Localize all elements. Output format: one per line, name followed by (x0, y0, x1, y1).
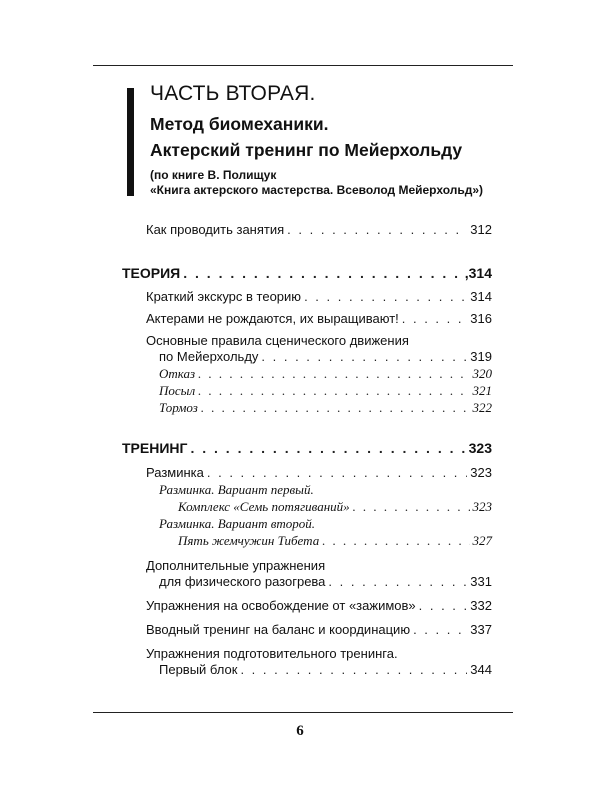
method-title-line1: Метод биомеханики. (150, 114, 329, 134)
dot-leader (322, 533, 469, 549)
toc-section-label: ТРЕНИНГ (122, 440, 188, 456)
toc-entry-extra-line1: Дополнительные упражнения (146, 558, 326, 573)
toc-entry-warmup-v1[interactable] (178, 499, 492, 515)
dot-leader (190, 440, 465, 456)
toc-page-number: ,314 (464, 265, 492, 281)
dot-leader (240, 662, 467, 677)
toc-entry-label: Как проводить занятия (146, 222, 285, 237)
toc-entry-intro[interactable] (146, 222, 492, 237)
toc-page-number: 322 (472, 400, 492, 415)
toc-subentry-otkaz[interactable] (159, 366, 492, 382)
source-line2: «Книга актерского мастерства. Всеволод Мейерхольд») (150, 183, 484, 197)
method-title-line2: Актерский тренинг по Мейерхольду (150, 140, 463, 160)
toc-page-number: 316 (470, 311, 492, 326)
toc-entry-actors-grown[interactable] (146, 311, 492, 326)
toc-page-number: 323 (472, 499, 492, 514)
toc-entry-label: Разминка (146, 465, 204, 480)
toc-entry-label: Отказ (159, 366, 196, 381)
toc-entry-warmup-v1-line1: Разминка. Вариант первый. (159, 482, 314, 497)
toc-entry-label: Посыл (159, 383, 196, 398)
toc-subentry-tormoz[interactable] (159, 400, 492, 416)
toc-entry-warmup[interactable] (146, 465, 492, 480)
toc-entry-label: Вводный тренинг на баланс и координацию (146, 622, 411, 637)
dot-leader (198, 383, 469, 399)
toc-entry-label: Краткий экскурс в теорию (146, 289, 302, 304)
toc-page-number: 323 (468, 440, 492, 456)
toc-entry-label: для физического разогрева (159, 574, 326, 589)
toc-subentry-posyl[interactable] (159, 383, 492, 399)
toc-entry-theory-excursus[interactable] (146, 289, 492, 304)
toc-page-number: 344 (470, 662, 492, 677)
toc-entry-extra[interactable] (159, 574, 492, 589)
toc-entry-rules-line1: Основные правила сценического движения (146, 333, 409, 348)
dot-leader (328, 574, 467, 589)
dot-leader (183, 265, 462, 281)
dot-leader (419, 598, 468, 613)
toc-entry-label: Комплекс «Семь потягиваний» (178, 499, 350, 514)
toc-page-number: 323 (470, 465, 492, 480)
toc-entry-label: Тормоз (159, 400, 198, 415)
toc-section-theory[interactable] (122, 265, 492, 281)
toc-page-number: 332 (470, 598, 492, 613)
top-rule (93, 65, 513, 66)
dot-leader (198, 366, 469, 382)
dot-leader (304, 289, 467, 304)
toc-page-number: 337 (470, 622, 492, 637)
toc-entry-label: Первый блок (159, 662, 238, 677)
toc-page-number: 331 (470, 574, 492, 589)
dot-leader (353, 499, 470, 515)
dot-leader (402, 311, 468, 326)
part-marker-bar (127, 88, 134, 196)
dot-leader (287, 222, 467, 237)
toc-entry-warmup-v2[interactable] (178, 533, 492, 549)
toc-entry-label: по Мейерхольду (159, 349, 259, 364)
toc-entry-label: Упражнения на освобождение от «зажимов» (146, 598, 416, 613)
toc-page-number: 327 (472, 533, 492, 548)
toc-page-number: 314 (470, 289, 492, 304)
toc-section-training[interactable] (122, 440, 492, 456)
toc-page-number: 321 (472, 383, 492, 398)
part-title: ЧАСТЬ ВТОРАЯ. (150, 82, 316, 105)
page-number: 6 (296, 723, 304, 739)
toc-entry-rules[interactable] (159, 349, 492, 364)
dot-leader (207, 465, 467, 480)
toc-entry-label: Пять жемчужин Тибета (178, 533, 320, 548)
toc-page-number: 312 (470, 222, 492, 237)
dot-leader (261, 349, 467, 364)
toc-page-number: 319 (470, 349, 492, 364)
toc-entry-prep[interactable] (159, 662, 492, 677)
toc-section-label: ТЕОРИЯ (122, 265, 181, 281)
toc-entry-label: Актерами не рождаются, их выращивают! (146, 311, 399, 326)
dot-leader (201, 400, 470, 416)
toc-entry-warmup-v2-line1: Разминка. Вариант второй. (159, 516, 316, 531)
dot-leader (413, 622, 467, 637)
toc-entry-prep-line1: Упражнения подготовительного тренинга. (146, 646, 398, 661)
toc-entry-balance[interactable] (146, 622, 492, 637)
toc-page-number: 320 (472, 366, 492, 381)
source-line1: (по книге В. Полищук (150, 168, 277, 182)
bottom-rule (93, 712, 513, 713)
toc-entry-clamps[interactable] (146, 598, 492, 613)
